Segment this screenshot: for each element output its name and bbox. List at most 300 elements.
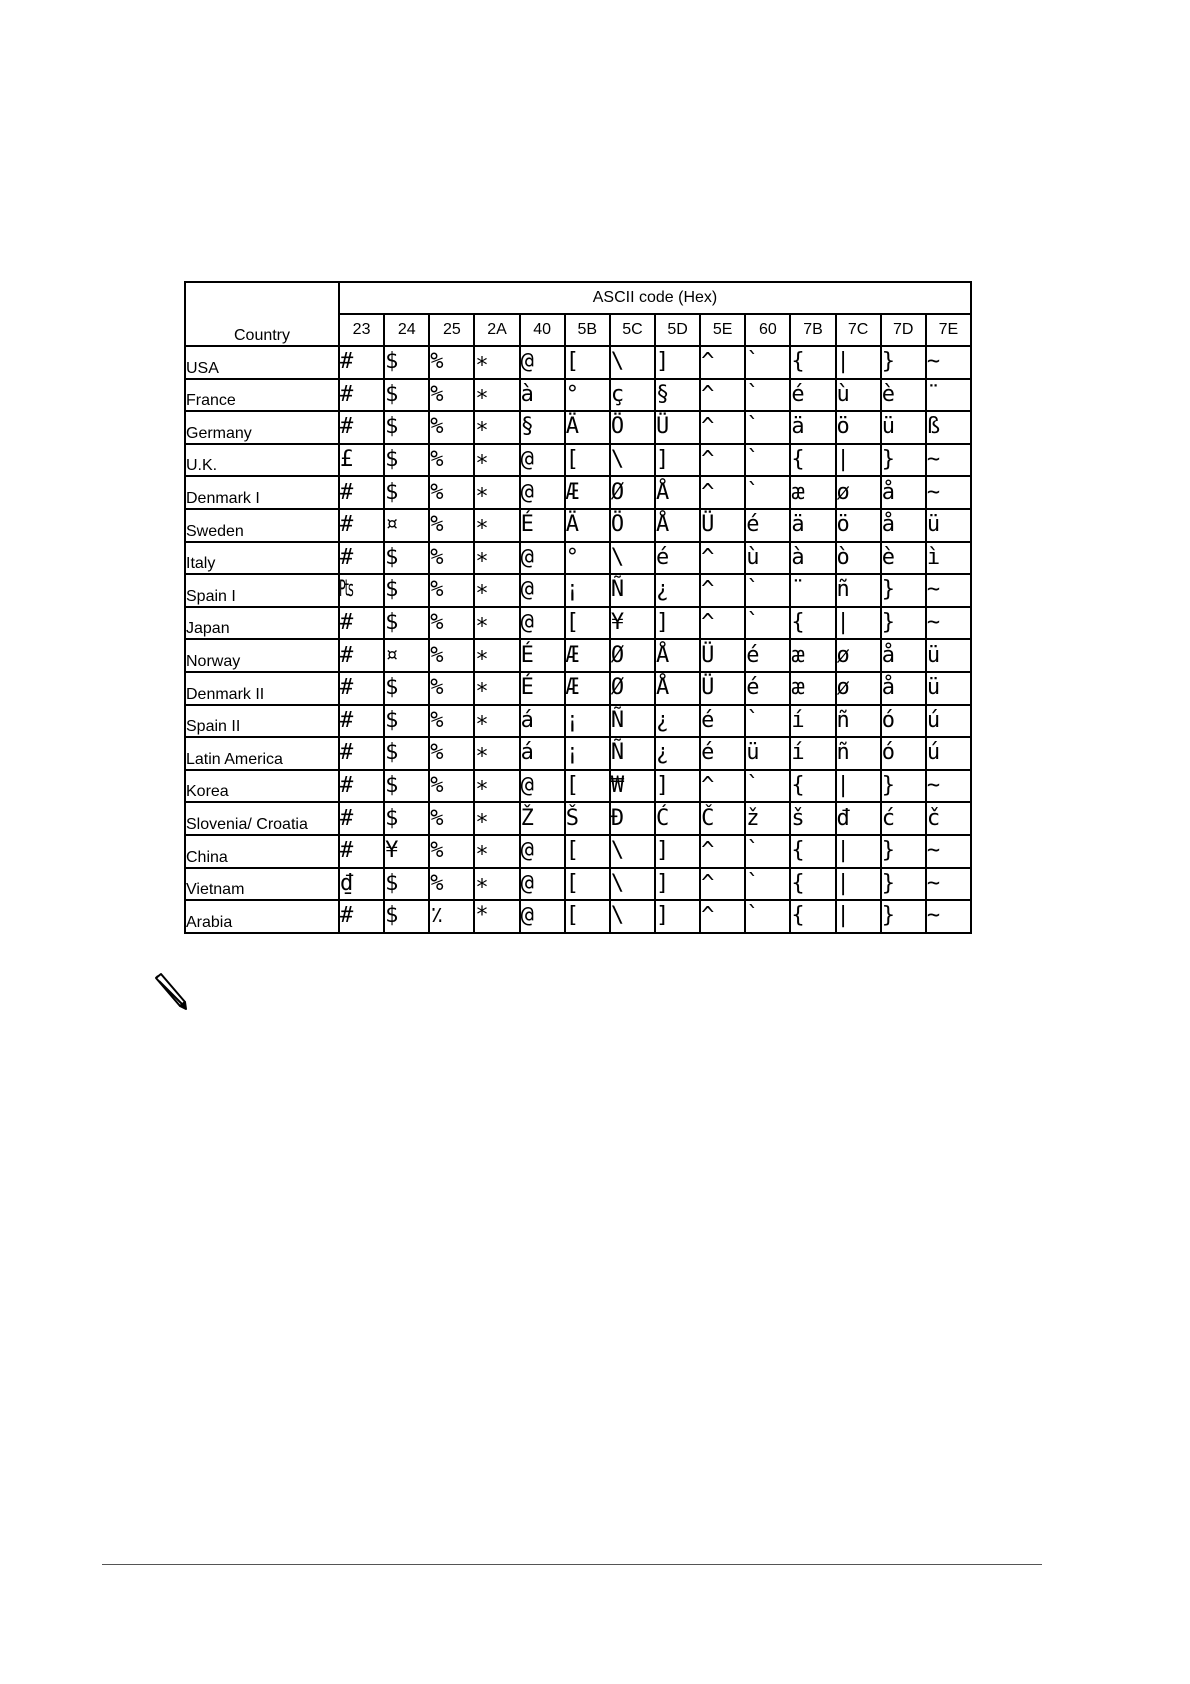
hex-code-header-7c: 7C xyxy=(836,314,881,346)
character-cell: Å xyxy=(655,639,700,672)
character-cell: { xyxy=(790,346,835,379)
character-cell: @ xyxy=(520,607,565,640)
character-cell: $ xyxy=(384,574,429,607)
country-name: Arabia xyxy=(185,900,339,933)
hex-code-header-7b: 7B xyxy=(790,314,835,346)
character-cell: § xyxy=(655,379,700,412)
character-cell: Ä xyxy=(565,509,610,542)
character-cell: $ xyxy=(384,900,429,933)
character-cell: % xyxy=(429,705,474,738)
character-cell: \ xyxy=(610,900,655,933)
character-cell: ¡ xyxy=(565,705,610,738)
character-cell: å xyxy=(881,672,926,705)
character-cell: @ xyxy=(520,444,565,477)
character-cell: # xyxy=(339,476,384,509)
pencil-icon xyxy=(148,972,188,1012)
character-cell: \ xyxy=(610,542,655,575)
character-cell: # xyxy=(339,737,384,770)
character-cell: % xyxy=(429,770,474,803)
country-name: Japan xyxy=(185,607,339,640)
hex-code-header-40: 40 xyxy=(520,314,565,346)
character-cell: ∗ xyxy=(474,542,519,575)
character-cell: ¿ xyxy=(655,574,700,607)
character-cell: ¥ xyxy=(384,835,429,868)
character-cell: | xyxy=(836,444,881,477)
character-cell: [ xyxy=(565,900,610,933)
character-cell: ú xyxy=(926,737,971,770)
character-cell: ` xyxy=(745,607,790,640)
character-cell: ü xyxy=(745,737,790,770)
character-cell: ¨ xyxy=(790,574,835,607)
footer-divider xyxy=(102,1564,1042,1565)
character-cell: # xyxy=(339,672,384,705)
character-cell: Ć xyxy=(655,802,700,835)
character-cell: $ xyxy=(384,607,429,640)
character-cell: ø xyxy=(836,476,881,509)
country-name: Germany xyxy=(185,411,339,444)
character-cell: \ xyxy=(610,835,655,868)
character-cell: ∗ xyxy=(474,737,519,770)
character-cell: | xyxy=(836,770,881,803)
character-cell: @ xyxy=(520,835,565,868)
character-cell: ~ xyxy=(926,770,971,803)
character-cell: ø xyxy=(836,672,881,705)
character-cell: é xyxy=(790,379,835,412)
character-cell: ^ xyxy=(700,542,745,575)
hex-code-header-7e: 7E xyxy=(926,314,971,346)
character-cell: é xyxy=(655,542,700,575)
character-cell: ^ xyxy=(700,900,745,933)
character-cell: # xyxy=(339,607,384,640)
character-cell: ] xyxy=(655,346,700,379)
character-cell: ü xyxy=(881,411,926,444)
character-cell: ^ xyxy=(700,346,745,379)
character-cell: } xyxy=(881,868,926,901)
character-cell: Æ xyxy=(565,476,610,509)
character-cell: ~ xyxy=(926,346,971,379)
character-cell: í xyxy=(790,705,835,738)
character-cell: ü xyxy=(926,672,971,705)
character-cell: ] xyxy=(655,607,700,640)
character-cell: { xyxy=(790,444,835,477)
character-cell: % xyxy=(429,379,474,412)
character-cell: % xyxy=(429,509,474,542)
character-cell: ñ xyxy=(836,737,881,770)
table-row xyxy=(185,574,971,607)
hex-code-header-5c: 5C xyxy=(610,314,655,346)
character-cell: á xyxy=(520,737,565,770)
character-cell: ì xyxy=(926,542,971,575)
character-cell: } xyxy=(881,444,926,477)
character-cell: ^ xyxy=(700,476,745,509)
character-cell: Ñ xyxy=(610,705,655,738)
country-name: USA xyxy=(185,346,339,379)
character-cell: ` xyxy=(745,444,790,477)
character-cell: ` xyxy=(745,900,790,933)
character-cell: ` xyxy=(745,770,790,803)
character-cell: ° xyxy=(565,379,610,412)
character-cell: Å xyxy=(655,476,700,509)
character-cell: $ xyxy=(384,346,429,379)
country-name: France xyxy=(185,379,339,412)
character-cell: ^ xyxy=(700,379,745,412)
character-cell: à xyxy=(520,379,565,412)
character-cell: | xyxy=(836,835,881,868)
character-cell: [ xyxy=(565,868,610,901)
table-row xyxy=(185,476,971,509)
character-cell: $ xyxy=(384,379,429,412)
hex-code-header-60: 60 xyxy=(745,314,790,346)
character-cell: ` xyxy=(745,705,790,738)
hex-code-header-5b: 5B xyxy=(565,314,610,346)
character-cell: ∗ xyxy=(474,802,519,835)
character-cell: Ü xyxy=(700,672,745,705)
character-cell: ö xyxy=(836,509,881,542)
character-cell: | xyxy=(836,868,881,901)
character-cell: Ä xyxy=(565,411,610,444)
character-cell: ~ xyxy=(926,444,971,477)
table-row xyxy=(185,509,971,542)
character-cell: Ö xyxy=(610,411,655,444)
character-cell: ø xyxy=(836,639,881,672)
character-cell: * xyxy=(474,900,519,933)
character-cell: å xyxy=(881,509,926,542)
character-cell: $ xyxy=(384,868,429,901)
character-cell: ž xyxy=(745,802,790,835)
character-cell: \ xyxy=(610,868,655,901)
character-cell: ü xyxy=(926,509,971,542)
character-cell: Æ xyxy=(565,639,610,672)
character-cell: { xyxy=(790,900,835,933)
character-cell: ñ xyxy=(836,705,881,738)
character-cell: ° xyxy=(565,542,610,575)
character-cell: @ xyxy=(520,574,565,607)
character-cell: } xyxy=(881,900,926,933)
character-cell: ^ xyxy=(700,868,745,901)
character-cell: £ xyxy=(339,444,384,477)
character-cell: ò xyxy=(836,542,881,575)
character-cell: ] xyxy=(655,900,700,933)
character-cell: ` xyxy=(745,835,790,868)
character-cell: | xyxy=(836,607,881,640)
character-cell: ∗ xyxy=(474,705,519,738)
character-cell: ~ xyxy=(926,574,971,607)
table-row xyxy=(185,770,971,803)
character-cell: ^ xyxy=(700,770,745,803)
character-cell: ` xyxy=(745,379,790,412)
hex-code-header-7d: 7D xyxy=(881,314,926,346)
character-cell: % xyxy=(429,574,474,607)
character-cell: ~ xyxy=(926,476,971,509)
character-cell: ^ xyxy=(700,607,745,640)
character-cell: % xyxy=(429,868,474,901)
character-cell: é xyxy=(745,639,790,672)
character-cell: Ø xyxy=(610,672,655,705)
character-cell: # xyxy=(339,346,384,379)
character-cell: ó xyxy=(881,737,926,770)
character-cell: ] xyxy=(655,444,700,477)
character-cell: $ xyxy=(384,476,429,509)
character-cell: ¡ xyxy=(565,574,610,607)
table-row xyxy=(185,639,971,672)
character-cell: á xyxy=(520,705,565,738)
country-name: U.K. xyxy=(185,444,339,477)
character-cell: % xyxy=(429,639,474,672)
character-cell: ` xyxy=(745,574,790,607)
table-row xyxy=(185,737,971,770)
character-cell: Ñ xyxy=(610,574,655,607)
table-row xyxy=(185,444,971,477)
character-cell: ] xyxy=(655,868,700,901)
character-cell: ^ xyxy=(700,444,745,477)
character-cell: Ž xyxy=(520,802,565,835)
character-cell: ß xyxy=(926,411,971,444)
table-row xyxy=(185,802,971,835)
character-cell: @ xyxy=(520,542,565,575)
character-cell: } xyxy=(881,835,926,868)
character-cell: | xyxy=(836,346,881,379)
character-cell: % xyxy=(429,346,474,379)
table-row xyxy=(185,542,971,575)
character-cell: ä xyxy=(790,509,835,542)
character-cell: ~ xyxy=(926,868,971,901)
hex-code-header-25: 25 xyxy=(429,314,474,346)
character-cell: É xyxy=(520,509,565,542)
character-cell: đ xyxy=(836,802,881,835)
character-cell: % xyxy=(429,476,474,509)
table-row xyxy=(185,705,971,738)
character-cell: ] xyxy=(655,835,700,868)
country-name: Latin America xyxy=(185,737,339,770)
table-row xyxy=(185,672,971,705)
character-cell: $ xyxy=(384,542,429,575)
country-name: Korea xyxy=(185,770,339,803)
character-cell: @ xyxy=(520,900,565,933)
character-cell: { xyxy=(790,770,835,803)
character-cell: ü xyxy=(926,639,971,672)
character-cell: [ xyxy=(565,444,610,477)
character-cell: % xyxy=(429,737,474,770)
character-cell: Ü xyxy=(700,509,745,542)
character-cell: ~ xyxy=(926,900,971,933)
character-cell: ä xyxy=(790,411,835,444)
character-cell: ö xyxy=(836,411,881,444)
character-cell: è xyxy=(881,542,926,575)
character-cell: # xyxy=(339,379,384,412)
country-name: Denmark I xyxy=(185,476,339,509)
character-cell: Ö xyxy=(610,509,655,542)
character-cell: Å xyxy=(655,509,700,542)
character-cell: æ xyxy=(790,672,835,705)
character-cell: { xyxy=(790,835,835,868)
character-cell: # xyxy=(339,770,384,803)
character-cell: Å xyxy=(655,672,700,705)
character-cell: ¡ xyxy=(565,737,610,770)
table-body xyxy=(185,346,971,933)
character-cell: ` xyxy=(745,868,790,901)
character-cell: æ xyxy=(790,639,835,672)
character-cell: ∗ xyxy=(474,379,519,412)
character-cell: ¤ xyxy=(384,639,429,672)
character-cell: # xyxy=(339,509,384,542)
character-cell: # xyxy=(339,835,384,868)
character-cell: č xyxy=(926,802,971,835)
character-cell: ¿ xyxy=(655,705,700,738)
character-cell: Æ xyxy=(565,672,610,705)
character-cell: [ xyxy=(565,346,610,379)
character-cell: % xyxy=(429,542,474,575)
country-name: China xyxy=(185,835,339,868)
character-cell: í xyxy=(790,737,835,770)
character-cell: É xyxy=(520,672,565,705)
character-cell: ¨ xyxy=(926,379,971,412)
character-cell: Ø xyxy=(610,476,655,509)
character-cell: ∗ xyxy=(474,411,519,444)
character-cell: ∗ xyxy=(474,476,519,509)
character-cell: Đ xyxy=(610,802,655,835)
country-name: Spain II xyxy=(185,705,339,738)
character-cell: % xyxy=(429,802,474,835)
ascii-code-header: ASCII code (Hex) xyxy=(339,282,971,314)
character-cell: # xyxy=(339,411,384,444)
character-cell: } xyxy=(881,346,926,379)
character-cell: $ xyxy=(384,705,429,738)
character-cell: ` xyxy=(745,346,790,379)
character-cell: } xyxy=(881,607,926,640)
character-cell: ٪ xyxy=(429,900,474,933)
character-cell: # xyxy=(339,542,384,575)
table-row xyxy=(185,346,971,379)
character-cell: ] xyxy=(655,770,700,803)
character-cell: Ñ xyxy=(610,737,655,770)
character-cell: % xyxy=(429,411,474,444)
character-cell: ¤ xyxy=(384,509,429,542)
character-cell: Ø xyxy=(610,639,655,672)
country-name: Denmark II xyxy=(185,672,339,705)
table-row xyxy=(185,607,971,640)
character-cell: ó xyxy=(881,705,926,738)
country-column-header: Country xyxy=(185,282,339,346)
character-cell: ^ xyxy=(700,411,745,444)
character-cell: Š xyxy=(565,802,610,835)
character-cell: É xyxy=(520,639,565,672)
character-cell: å xyxy=(881,639,926,672)
character-cell: ú xyxy=(926,705,971,738)
character-cell: { xyxy=(790,868,835,901)
country-name: Vietnam xyxy=(185,868,339,901)
character-cell: @ xyxy=(520,346,565,379)
character-cell: ∗ xyxy=(474,444,519,477)
character-cell: ` xyxy=(745,411,790,444)
character-cell: $ xyxy=(384,802,429,835)
hex-code-header-2a: 2A xyxy=(474,314,519,346)
character-cell: @ xyxy=(520,476,565,509)
character-cell: $ xyxy=(384,737,429,770)
character-cell: ù xyxy=(745,542,790,575)
character-cell: ^ xyxy=(700,835,745,868)
country-name: Spain I xyxy=(185,574,339,607)
character-cell: ~ xyxy=(926,607,971,640)
character-cell: [ xyxy=(565,770,610,803)
character-cell: # xyxy=(339,900,384,933)
character-cell: @ xyxy=(520,868,565,901)
country-name: Slovenia/ Croatia xyxy=(185,802,339,835)
character-cell: % xyxy=(429,835,474,868)
character-cell: § xyxy=(520,411,565,444)
character-cell: [ xyxy=(565,835,610,868)
character-cell: ∗ xyxy=(474,672,519,705)
table-row xyxy=(185,411,971,444)
character-cell: ç xyxy=(610,379,655,412)
character-cell: ∗ xyxy=(474,346,519,379)
character-cell: š xyxy=(790,802,835,835)
character-cell: æ xyxy=(790,476,835,509)
character-cell: ù xyxy=(836,379,881,412)
character-cell: ∗ xyxy=(474,868,519,901)
character-cell: Č xyxy=(700,802,745,835)
character-cell: } xyxy=(881,574,926,607)
character-cell: ₧ xyxy=(339,574,384,607)
international-character-table xyxy=(184,281,972,934)
character-cell: $ xyxy=(384,411,429,444)
character-cell: é xyxy=(745,672,790,705)
character-cell: } xyxy=(881,770,926,803)
hex-code-header-23: 23 xyxy=(339,314,384,346)
character-cell: ∗ xyxy=(474,607,519,640)
character-cell: ` xyxy=(745,476,790,509)
character-cell: $ xyxy=(384,770,429,803)
character-cell: % xyxy=(429,672,474,705)
character-cell: ć xyxy=(881,802,926,835)
hex-code-header-5d: 5D xyxy=(655,314,700,346)
country-name: Sweden xyxy=(185,509,339,542)
character-cell: [ xyxy=(565,607,610,640)
character-cell: à xyxy=(790,542,835,575)
character-cell: ∗ xyxy=(474,574,519,607)
character-cell: @ xyxy=(520,770,565,803)
character-cell: ∗ xyxy=(474,639,519,672)
character-cell: é xyxy=(700,737,745,770)
character-cell: ∗ xyxy=(474,835,519,868)
character-cell: $ xyxy=(384,444,429,477)
character-cell: % xyxy=(429,607,474,640)
character-cell: # xyxy=(339,639,384,672)
character-cell: ^ xyxy=(700,574,745,607)
character-cell: Ü xyxy=(700,639,745,672)
country-name: Italy xyxy=(185,542,339,575)
character-cell: # xyxy=(339,705,384,738)
character-cell: ~ xyxy=(926,835,971,868)
character-cell: ₩ xyxy=(610,770,655,803)
character-cell: $ xyxy=(384,672,429,705)
character-cell: % xyxy=(429,444,474,477)
table-row xyxy=(185,900,971,933)
character-cell: é xyxy=(745,509,790,542)
character-cell: { xyxy=(790,607,835,640)
header-row-top xyxy=(185,282,971,314)
hex-code-header-24: 24 xyxy=(384,314,429,346)
character-cell: å xyxy=(881,476,926,509)
table-row xyxy=(185,379,971,412)
character-cell: \ xyxy=(610,444,655,477)
character-cell: ∗ xyxy=(474,509,519,542)
hex-code-header-5e: 5E xyxy=(700,314,745,346)
character-cell: # xyxy=(339,802,384,835)
character-cell: ¿ xyxy=(655,737,700,770)
country-name: Norway xyxy=(185,639,339,672)
table-row xyxy=(185,835,971,868)
character-cell: ∗ xyxy=(474,770,519,803)
